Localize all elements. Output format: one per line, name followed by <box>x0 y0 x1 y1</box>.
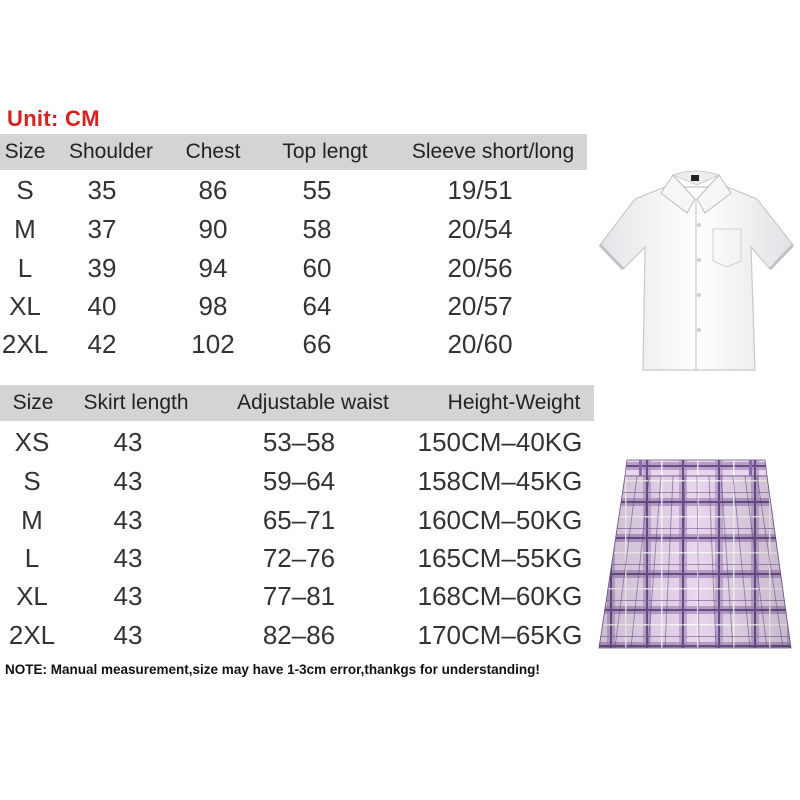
unit-label: Unit: CM <box>7 106 100 131</box>
cell-chest: 102 <box>191 329 235 359</box>
header-size: Size <box>4 140 46 163</box>
cell-size: S <box>23 466 41 496</box>
cell-height-weight: 165CM–55KG <box>417 543 583 573</box>
cell-skirt-length: 43 <box>113 466 143 496</box>
cell-size: XL <box>16 581 48 611</box>
cell-size: S <box>16 175 34 205</box>
cell-sleeve: 20/56 <box>447 253 513 283</box>
header-height-weight: Height-Weight <box>447 391 581 414</box>
cell-waist: 77–81 <box>262 581 336 611</box>
cell-shoulder: 40 <box>87 291 117 321</box>
cell-size: 2XL <box>1 329 49 359</box>
cell-chest: 90 <box>198 214 228 244</box>
cell-waist: 65–71 <box>262 505 336 535</box>
header-skirt-length: Skirt length <box>83 391 189 414</box>
header-size: Size <box>12 391 54 414</box>
cell-skirt-length: 43 <box>113 543 143 573</box>
cell-waist: 53–58 <box>262 427 336 457</box>
note-text: NOTE: Manual measurement,size may have 1-3cm error,thankgs for understanding! <box>5 662 540 677</box>
cell-top-length: 64 <box>302 291 332 321</box>
cell-size: L <box>17 253 33 283</box>
cell-size: XS <box>14 427 50 457</box>
skirt-image <box>597 452 792 652</box>
header-adjustable-waist: Adjustable waist <box>237 391 389 414</box>
header-top-length: Top lengt <box>282 140 368 163</box>
header-chest: Chest <box>185 140 241 163</box>
cell-waist: 59–64 <box>262 466 336 496</box>
cell-skirt-length: 43 <box>113 620 143 650</box>
cell-chest: 94 <box>198 253 228 283</box>
cell-sleeve: 20/54 <box>447 214 513 244</box>
cell-height-weight: 158CM–45KG <box>417 466 583 496</box>
cell-top-length: 55 <box>302 175 332 205</box>
skirt-table-header <box>0 385 594 421</box>
cell-sleeve: 20/60 <box>447 329 513 359</box>
header-sleeve: Sleeve short/long <box>411 140 575 163</box>
cell-waist: 82–86 <box>262 620 336 650</box>
cell-size: M <box>21 505 43 535</box>
cell-size: XL <box>9 291 41 321</box>
cell-chest: 86 <box>198 175 228 205</box>
cell-height-weight: 170CM–65KG <box>417 620 583 650</box>
cell-skirt-length: 43 <box>113 505 143 535</box>
cell-skirt-length: 43 <box>113 427 143 457</box>
cell-sleeve: 19/51 <box>447 175 513 205</box>
shirt-image <box>595 165 795 375</box>
cell-size: L <box>24 543 40 573</box>
cell-shoulder: 37 <box>87 214 117 244</box>
cell-skirt-length: 43 <box>113 581 143 611</box>
cell-shoulder: 35 <box>87 175 117 205</box>
shirt-table-header <box>0 134 587 170</box>
cell-top-length: 66 <box>302 329 332 359</box>
cell-height-weight: 160CM–50KG <box>417 505 583 535</box>
header-shoulder: Shoulder <box>68 140 154 163</box>
cell-size: 2XL <box>8 620 56 650</box>
cell-chest: 98 <box>198 291 228 321</box>
cell-shoulder: 42 <box>87 329 117 359</box>
cell-sleeve: 20/57 <box>447 291 513 321</box>
cell-shoulder: 39 <box>87 253 117 283</box>
cell-height-weight: 168CM–60KG <box>417 581 583 611</box>
cell-top-length: 58 <box>302 214 332 244</box>
cell-size: M <box>14 214 36 244</box>
cell-top-length: 60 <box>302 253 332 283</box>
cell-height-weight: 150CM–40KG <box>417 427 583 457</box>
cell-waist: 72–76 <box>262 543 336 573</box>
